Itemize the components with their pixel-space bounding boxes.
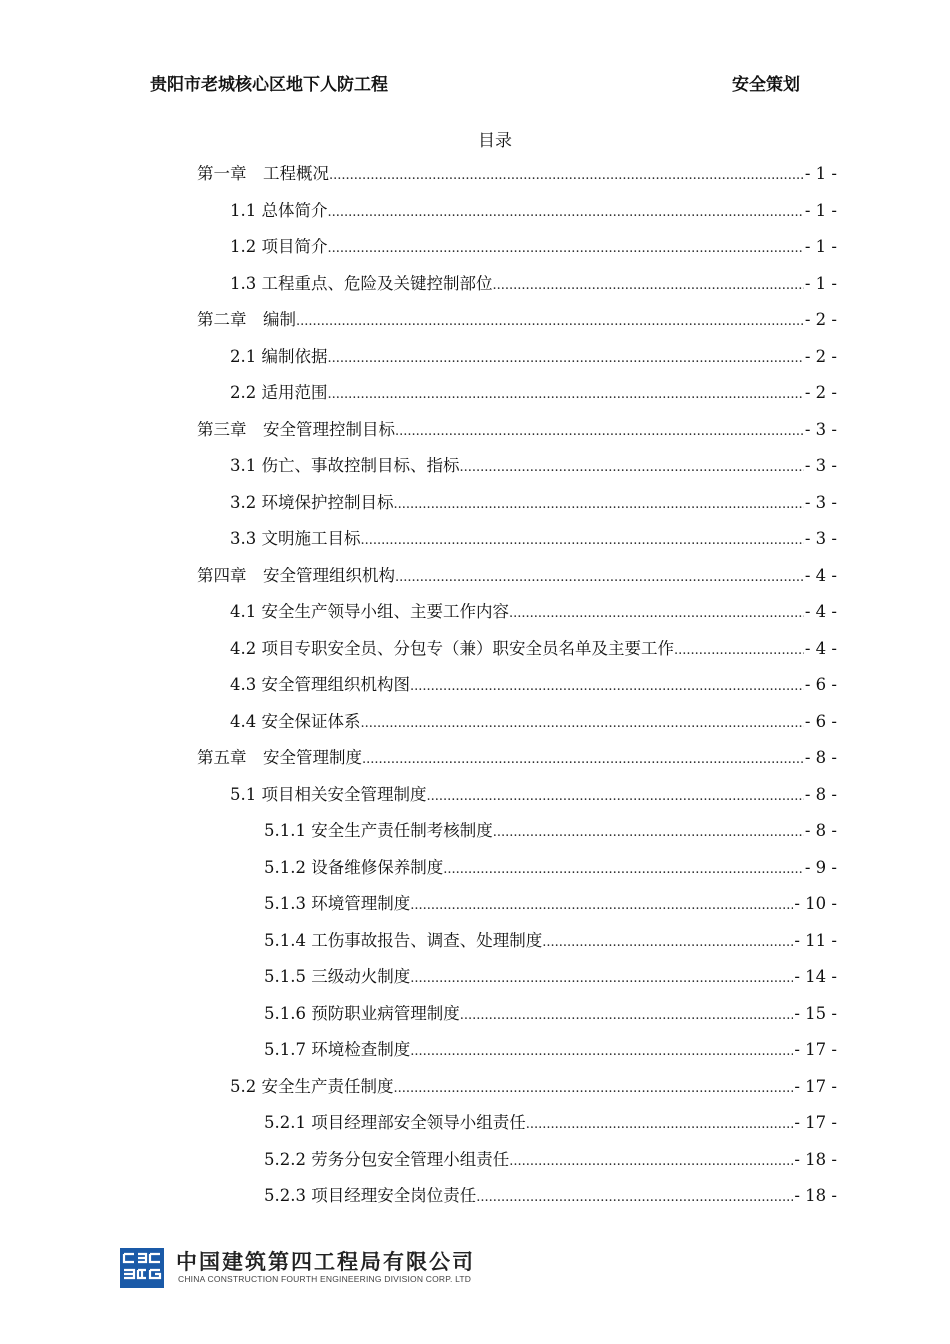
toc-entry[interactable] bbox=[264, 929, 837, 953]
toc-entry-page: - 2 - bbox=[804, 346, 837, 366]
page-footer bbox=[120, 1248, 520, 1292]
toc-leader-dots bbox=[460, 456, 804, 478]
toc-entry-page: - 17 - bbox=[794, 1076, 837, 1096]
toc-entry[interactable] bbox=[264, 1002, 837, 1026]
toc-entry-label: 第二章 编制 bbox=[197, 310, 296, 329]
toc-entry-page: - 9 - bbox=[804, 857, 837, 877]
toc-entry[interactable] bbox=[197, 308, 837, 332]
toc-entry[interactable] bbox=[230, 454, 837, 478]
toc-leader-dots bbox=[443, 858, 804, 880]
toc-entry[interactable] bbox=[264, 856, 837, 880]
toc-entry-label: 5.2 安全生产责任制度 bbox=[230, 1076, 394, 1096]
toc-leader-dots bbox=[410, 967, 793, 989]
toc-entry[interactable] bbox=[230, 783, 837, 807]
toc-entry[interactable] bbox=[230, 235, 837, 259]
toc-entry-label: 5.1.3 环境管理制度 bbox=[264, 894, 411, 913]
toc-entry-page: - 8 - bbox=[804, 748, 837, 767]
toc-entry-page: - 17 - bbox=[794, 1040, 837, 1059]
toc-entry[interactable] bbox=[197, 746, 837, 770]
toc-entry-page: - 14 - bbox=[794, 967, 837, 986]
toc-entry-page: - 3 - bbox=[804, 456, 837, 475]
toc-entry-label: 5.1.5 三级动火制度 bbox=[264, 967, 411, 986]
toc-entry[interactable] bbox=[264, 965, 837, 989]
toc-entry[interactable] bbox=[197, 564, 837, 588]
toc-entry[interactable] bbox=[230, 272, 837, 296]
toc-entry-label: 5.1.4 工伤事故报告、调查、处理制度 bbox=[264, 930, 543, 950]
toc-leader-dots bbox=[427, 785, 804, 807]
toc-leader-dots bbox=[394, 1077, 794, 1099]
toc-leader-dots bbox=[395, 420, 804, 442]
toc-entry-page: - 4 - bbox=[804, 638, 837, 658]
toc-entry-label: 3.1 伤亡、事故控制目标、指标 bbox=[230, 456, 460, 475]
toc-entry-label: 5.2.2 劳务分包安全管理小组责任 bbox=[264, 1149, 510, 1169]
toc-entry-page: - 3 - bbox=[804, 529, 837, 548]
toc-entry[interactable] bbox=[264, 1184, 837, 1208]
toc-entry[interactable] bbox=[264, 1111, 837, 1135]
toc-entry-page: - 3 - bbox=[804, 419, 837, 439]
toc-entry-page: - 4 - bbox=[804, 565, 837, 585]
toc-entry-label: 1.1 总体简介 bbox=[230, 200, 328, 220]
toc-entry[interactable] bbox=[230, 527, 837, 551]
toc-leader-dots bbox=[526, 1113, 794, 1135]
toc-entry-page: - 8 - bbox=[804, 821, 837, 840]
toc-title: 目录 bbox=[478, 131, 512, 151]
toc-entry[interactable] bbox=[230, 600, 837, 624]
toc-leader-dots bbox=[493, 274, 804, 296]
toc-entry-label: 5.1 项目相关安全管理制度 bbox=[230, 784, 427, 804]
toc-entry-page: - 1 - bbox=[804, 273, 837, 293]
toc-leader-dots bbox=[328, 237, 804, 259]
toc-leader-dots bbox=[674, 639, 804, 661]
toc-entry[interactable] bbox=[264, 819, 837, 843]
toc-leader-dots bbox=[509, 1150, 793, 1172]
toc-leader-dots bbox=[410, 894, 793, 916]
project-title: 贵阳市老城核心区地下人防工程 bbox=[150, 75, 388, 95]
toc-entry-label: 1.3 工程重点、危险及关键控制部位 bbox=[230, 273, 493, 293]
toc-entry[interactable] bbox=[230, 491, 837, 515]
toc-leader-dots bbox=[328, 347, 804, 369]
toc-leader-dots bbox=[476, 1186, 793, 1208]
toc-entry-page: - 15 - bbox=[794, 1003, 837, 1023]
toc-entry-label: 5.2.3 项目经理安全岗位责任 bbox=[264, 1186, 477, 1205]
toc-entry-page: - 17 - bbox=[794, 1113, 837, 1132]
toc-entry-label: 3.3 文明施工目标 bbox=[230, 529, 361, 548]
toc-leader-dots bbox=[362, 748, 804, 770]
toc-leader-dots bbox=[410, 675, 804, 697]
toc-leader-dots bbox=[361, 529, 804, 551]
toc-entry-label: 5.1.1 安全生产责任制考核制度 bbox=[264, 821, 493, 840]
toc-entry-page: - 2 - bbox=[804, 310, 837, 329]
toc-entry[interactable] bbox=[230, 637, 837, 661]
company-name-chinese: 中国建筑第四工程局有限公司 bbox=[176, 1250, 475, 1274]
toc-entry-label: 4.1 安全生产领导小组、主要工作内容 bbox=[230, 602, 509, 621]
toc-entry-page: - 18 - bbox=[794, 1149, 837, 1169]
toc-leader-dots bbox=[493, 821, 804, 843]
toc-entry-label: 3.2 环境保护控制目标 bbox=[230, 492, 394, 512]
toc-leader-dots bbox=[410, 1040, 793, 1062]
company-name-english: CHINA CONSTRUCTION FOURTH ENGINEERING DIVISION CORP. LTD bbox=[178, 1274, 472, 1284]
toc-leader-dots bbox=[328, 383, 804, 405]
toc-entry-label: 4.3 安全管理组织机构图 bbox=[230, 675, 410, 694]
toc-entry[interactable] bbox=[230, 673, 837, 697]
toc-entry-label: 5.1.7 环境检查制度 bbox=[264, 1040, 411, 1059]
toc-leader-dots bbox=[395, 566, 804, 588]
toc-entry-label: 1.2 项目简介 bbox=[230, 237, 328, 256]
toc-entry-page: - 11 - bbox=[794, 930, 837, 950]
toc-entry[interactable] bbox=[197, 418, 837, 442]
toc-entry[interactable] bbox=[230, 710, 837, 734]
toc-entry-label: 5.1.6 预防职业病管理制度 bbox=[264, 1003, 460, 1023]
toc-entry-page: - 1 - bbox=[804, 237, 837, 256]
toc-entry-page: - 6 - bbox=[804, 711, 837, 731]
toc-leader-dots bbox=[328, 201, 804, 223]
toc-entry[interactable] bbox=[230, 199, 837, 223]
toc-entry-page: - 4 - bbox=[804, 602, 837, 621]
toc-entry-label: 第四章 安全管理组织机构 bbox=[197, 565, 395, 585]
toc-entry-label: 4.2 项目专职安全员、分包专（兼）职安全员名单及主要工作 bbox=[230, 638, 674, 658]
toc-leader-dots bbox=[296, 310, 804, 332]
toc-entry[interactable] bbox=[264, 1148, 837, 1172]
toc-entry[interactable] bbox=[230, 1075, 837, 1099]
toc-entry-page: - 6 - bbox=[804, 675, 837, 694]
toc-leader-dots bbox=[542, 931, 793, 953]
toc-leader-dots bbox=[329, 164, 804, 186]
toc-entry-page: - 18 - bbox=[794, 1186, 837, 1205]
toc-entry-page: - 1 - bbox=[804, 164, 837, 183]
cscec-logo-icon bbox=[120, 1248, 164, 1288]
toc-leader-dots bbox=[509, 602, 804, 624]
toc-entry-page: - 2 - bbox=[804, 383, 837, 402]
toc-entry-label: 5.2.1 项目经理部安全领导小组责任 bbox=[264, 1113, 526, 1132]
page-header bbox=[150, 70, 800, 96]
toc-entry[interactable] bbox=[264, 892, 837, 916]
toc-entry-label: 4.4 安全保证体系 bbox=[230, 711, 361, 731]
toc-entry[interactable] bbox=[197, 162, 837, 186]
toc-entry-label: 2.2 适用范围 bbox=[230, 383, 328, 402]
toc-entry-label: 第一章 工程概况 bbox=[197, 164, 329, 183]
toc-entry-page: - 10 - bbox=[794, 894, 837, 913]
toc-entry[interactable] bbox=[264, 1038, 837, 1062]
toc-entry-label: 5.1.2 设备维修保养制度 bbox=[264, 857, 444, 877]
toc-entry-page: - 8 - bbox=[804, 784, 837, 804]
toc-entry-label: 第三章 安全管理控制目标 bbox=[197, 419, 395, 439]
toc-entry[interactable] bbox=[230, 345, 837, 369]
toc-entry-label: 2.1 编制依据 bbox=[230, 346, 328, 366]
toc-entry-page: - 3 - bbox=[804, 492, 837, 512]
toc-entry[interactable] bbox=[230, 381, 837, 405]
toc-entry-page: - 1 - bbox=[804, 200, 837, 220]
document-type: 安全策划 bbox=[732, 75, 800, 95]
toc-leader-dots bbox=[361, 712, 804, 734]
toc-leader-dots bbox=[460, 1004, 794, 1026]
toc-leader-dots bbox=[394, 493, 804, 515]
toc-entry-label: 第五章 安全管理制度 bbox=[197, 748, 362, 767]
